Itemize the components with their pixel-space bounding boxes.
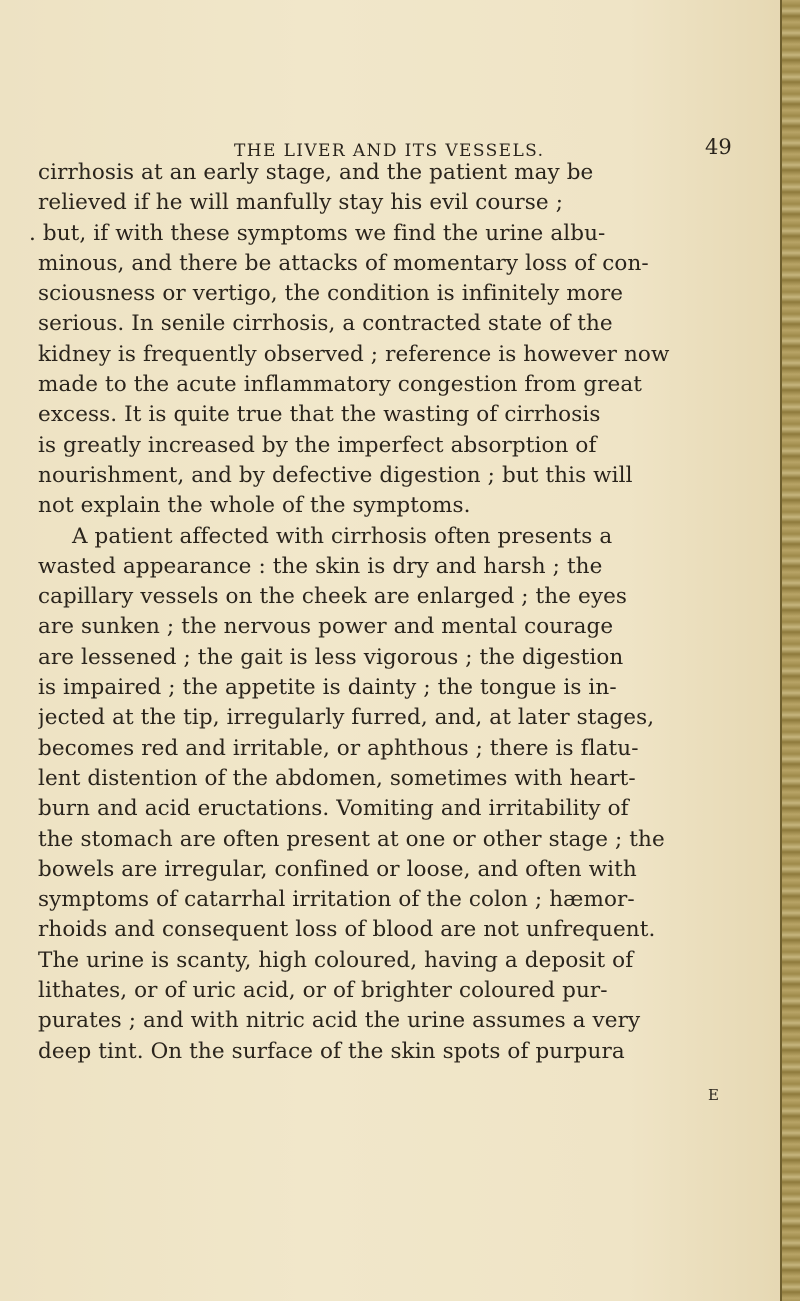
- signature-mark: E: [708, 1086, 719, 1104]
- text-line: . but, if with these symptoms we find the urine albu-: [29, 220, 606, 246]
- text-line: cirrhosis at an early stage, and the patient may be: [38, 160, 594, 185]
- text-line: capillary vessels on the cheek are enlarged ; the eyes: [38, 584, 628, 610]
- paragraph-start-line: A patient affected with cirrhosis often presents a: [72, 523, 613, 549]
- text-line: made to the acute inflammatory congestion from great: [38, 372, 643, 398]
- text-line: symptoms of catarrhal irritation of the colon ; hæmor-: [38, 887, 635, 913]
- text-line: bowels are irregular, confined or loose, and often with: [38, 856, 637, 882]
- text-line: excess. It is quite true that the wasting of cirrhosis: [38, 402, 601, 428]
- body-text: [29, 158, 758, 1067]
- text-line: lithates, or of uric acid, or of brighter coloured pur-: [38, 978, 608, 1004]
- text-line: are sunken ; the nervous power and mental courage: [38, 614, 614, 640]
- text-line: relieved if he will manfully stay his evil course ;: [38, 190, 564, 216]
- running-title: THE LIVER AND ITS VESSELS.: [234, 141, 545, 161]
- text-line: the stomach are often present at one or other stage ; the: [38, 826, 665, 852]
- text-line: is greatly increased by the imperfect absorption of: [38, 432, 597, 458]
- text-line: jected at the tip, irregularly furred, and, at later stages,: [38, 705, 655, 731]
- text-line: is impaired ; the appetite is dainty ; the tongue is in-: [38, 675, 617, 701]
- page-edge-binding: [780, 0, 800, 1301]
- text-line: deep tint. On the surface of the skin spots of purpura: [38, 1038, 625, 1064]
- text-line: nourishment, and by defective digestion ; but this will: [38, 462, 633, 488]
- text-line: serious. In senile cirrhosis, a contracted state of the: [38, 311, 613, 337]
- text-line: not explain the whole of the symptoms.: [38, 493, 471, 519]
- text-line: are lessened ; the gait is less vigorous ; the digestion: [38, 644, 624, 670]
- text-line: sciousness or vertigo, the condition is infinitely more: [38, 281, 624, 307]
- text-line: The urine is scanty, high coloured, having a deposit of: [38, 947, 634, 973]
- text-line: wasted appearance : the skin is dry and harsh ; the: [38, 553, 603, 579]
- text-line: rhoids and consequent loss of blood are not unfrequent.: [38, 917, 656, 943]
- page-number: 49: [705, 135, 732, 159]
- text-line: minous, and there be attacks of momentary loss of con-: [38, 250, 649, 276]
- text-line: lent distention of the abdomen, sometimes with heart-: [38, 765, 636, 791]
- text-line: burn and acid eructations. Vomiting and irritability of: [38, 796, 629, 822]
- text-line: kidney is frequently observed ; reference is however now: [38, 341, 670, 367]
- text-line: purates ; and with nitric acid the urine assumes a very: [38, 1008, 641, 1034]
- text-line: becomes red and irritable, or aphthous ; there is flatu-: [38, 735, 639, 761]
